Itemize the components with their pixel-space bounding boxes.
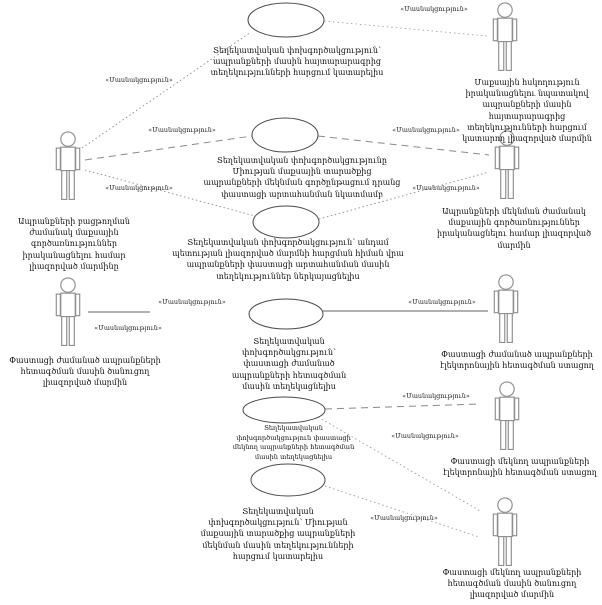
usecase-label-arrived-goods-tracking: Տեղեկատվական փոխգործակցություն՝ փաստացի ժամանած ապրանքների հետագծման մասին տեղեկացնելիս	[231, 337, 347, 391]
usecase-ellipse-departure-query	[251, 464, 325, 496]
usecase-ellipse-arrived-goods-tracking	[249, 299, 323, 329]
participation-label-7: «Մասնակցություն»	[158, 298, 226, 306]
actor-icon-departing-receiver	[495, 382, 518, 450]
participation-label-3: «Մասնակցություն»	[148, 126, 216, 134]
association-departing-tracking-to-receiver	[325, 404, 480, 409]
actor-label-departure-ops: Ապրանքների մեկնման ժամանակ մաքսային գործառնություններ իրականացնելու համար լիազորված մարմին	[436, 207, 591, 250]
usecase-ellipse-departing-goods-tracking	[243, 397, 325, 423]
usecase-ellipse-actual-export-info	[253, 206, 319, 238]
actor-icon-departing-notifier	[493, 498, 516, 566]
actor-label-departing-notifier: Փաստացի մեկնող ապրանքների հետագծման մասին ծանուցող լիազորված մարմին	[442, 568, 582, 600]
usecase-label-declaration-query: Տեղեկատվական փոխգործակցություն՝ ապրանքների մասին հայտարարագրից տեղեկությունների հարցում կատարելիս	[210, 46, 384, 78]
actor-label-release-ops: Ապրանքների բացթողման ժամանակ մաքսային գործառնություններ իրականացնելու համար լիազորված մարմինը	[18, 217, 130, 271]
participation-label-5: «Մասնակցություն»	[105, 184, 173, 192]
usecase-label-departing-goods-tracking: Տեղեկատվական փոխգործակցություն փաստացի մեկնող ապրանքների հետագծման մասին տեղեկացնելիս	[232, 424, 355, 461]
actor-icon-arrived-receiver	[494, 275, 517, 343]
actor-icon-arrived-notifier	[56, 278, 79, 346]
association-declaration-query-to-control	[324, 21, 487, 36]
usecase-label-actual-export-info: Տեղեկատվական փոխգործակցություն՝ անդամ պետության լիազորված մարմնի հարցման հիման վրա ապրանքների փաստացի արտահանման մասին տեղեկություններ ներկայացնելիս	[172, 238, 404, 281]
participation-label-2: «Մասնակցություն»	[400, 5, 468, 13]
actor-label-arrived-receiver: Փաստացի ժամանած ապրանքների էլեկտրոնային հետագծման ստացող	[440, 350, 594, 371]
usecase-label-departure-query: Տեղեկատվական փոխգործակցություն՝ Միության մաքսային տարածքից ապրանքների մեկնման մասին տեղեկությունների հարցում կատարելիս	[200, 507, 356, 561]
participation-label-10: «Մասնակցություն»	[402, 392, 470, 400]
actor-icon-release-ops	[56, 132, 79, 200]
participation-label-1: «Մասնակցություն»	[105, 76, 173, 84]
actor-icon-control-query	[493, 3, 516, 71]
participation-label-4: «Մասնակցություն»	[392, 126, 460, 134]
actor-label-control-query: Մաքսային հսկողություն իրականացնելու նպատակով ապրանքների մասին հայտարարագրից տեղեկությունների հարցում կատարող լիազորված մարմին	[462, 78, 592, 143]
participation-label-11: «Մասնակցություն»	[391, 432, 459, 440]
usecase-ellipse-departure-control	[252, 118, 318, 152]
usecase-ellipse-declaration-query	[248, 3, 324, 37]
actor-label-departing-receiver: Փաստացի մեկնող ապրանքների էլեկտրոնային հետագծման ստացող	[443, 457, 597, 478]
participation-label-6: «Մասնակցություն»	[412, 184, 480, 192]
participation-label-9: «Մասնակցություն»	[408, 298, 476, 306]
participation-label-8: «Մասնակցություն»	[94, 324, 162, 332]
usecase-label-departure-control: Տեղեկատվական փոխգործակցությունը Միության մաքսային տարածքից ապրանքների մեկնման գործընթացում դրանց փաստացի արտահանման նկատմամբ	[203, 156, 401, 199]
participation-label-12: «Մասնակցություն»	[370, 514, 438, 522]
actor-label-arrived-notifier: Փաստացի ժամանած ապրանքների հետագծման մասին ծանուցող լիազորված մարմին	[9, 356, 161, 388]
